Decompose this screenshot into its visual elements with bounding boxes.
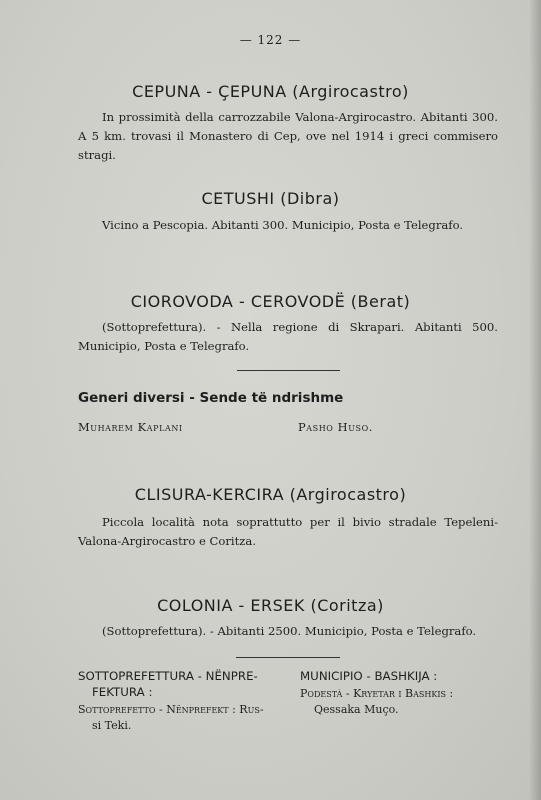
col-right-heading: MUNICIPIO - BASHKIJA : <box>300 669 438 683</box>
col-left-text-1 <box>78 702 264 718</box>
col-left-heading-1: SOTTOPREFETTURA - NËNPRE- <box>78 669 258 683</box>
entry-title-ciorovoda: CIOROVODA - CEROVODË (Berat) <box>130 292 411 311</box>
col-right-text-2: Qessaka Muço. <box>314 703 399 716</box>
page-edge-shadow <box>529 0 541 800</box>
entry-title-cepuna: CEPUNA - ÇEPUNA (Argirocastro) <box>132 82 409 101</box>
divider-rule <box>236 657 340 658</box>
entry-text-clisura <box>78 513 498 551</box>
section-title-generi: Generi diversi - Sende të ndrishme <box>78 390 344 406</box>
col-right-role: Podestà - Kryetar i Bashkis : <box>300 687 454 700</box>
entry-body: (Sottoprefettura). - Nella regione di Skrapari. Abitanti 500. Municipio, Posta e Telegrafo. <box>78 320 498 353</box>
person-left: Muharem Kaplani <box>78 420 183 434</box>
entry-text-cepuna <box>78 108 498 165</box>
entry-body: Piccola località nota soprattutto per il bivio stradale Tepeleni-Valona-Argirocastro e Coritza. <box>78 515 498 548</box>
entry-title-colonia: COLONIA - ERSEK (Coritza) <box>157 596 384 615</box>
col-left-text-2: si Teki. <box>92 719 132 732</box>
entry-text-cetushi <box>78 216 498 235</box>
entry-text-ciorovoda <box>78 318 498 356</box>
entry-body: Vicino a Pescopia. Abitanti 300. Municipio, Posta e Telegrafo. <box>102 218 464 232</box>
col-right-text-1 <box>300 686 453 702</box>
entry-body: In prossimità della carrozzabile Valona-Argirocastro. Abitanti 300. A 5 km. trovasi il Monastero di Cep, ove nel 1914 i greci commisero stragi. <box>78 110 498 162</box>
entry-text-colonia <box>78 622 498 641</box>
person-right: Pasho Huso. <box>298 420 374 434</box>
entry-title-cetushi: CETUSHI (Dibra) <box>201 189 340 208</box>
entry-title-clisura: CLISURA-KERCIRA (Argirocastro) <box>134 485 407 504</box>
col-left-heading-2: FEKTURA : <box>92 685 153 699</box>
col-left-role: Sottoprefetto - Nënprefekt : Rus- <box>78 703 264 716</box>
page-number: — 122 — <box>239 33 302 47</box>
divider-rule <box>237 370 340 371</box>
entry-body: (Sottoprefettura). - Abitanti 2500. Municipio, Posta e Telegrafo. <box>102 624 477 638</box>
